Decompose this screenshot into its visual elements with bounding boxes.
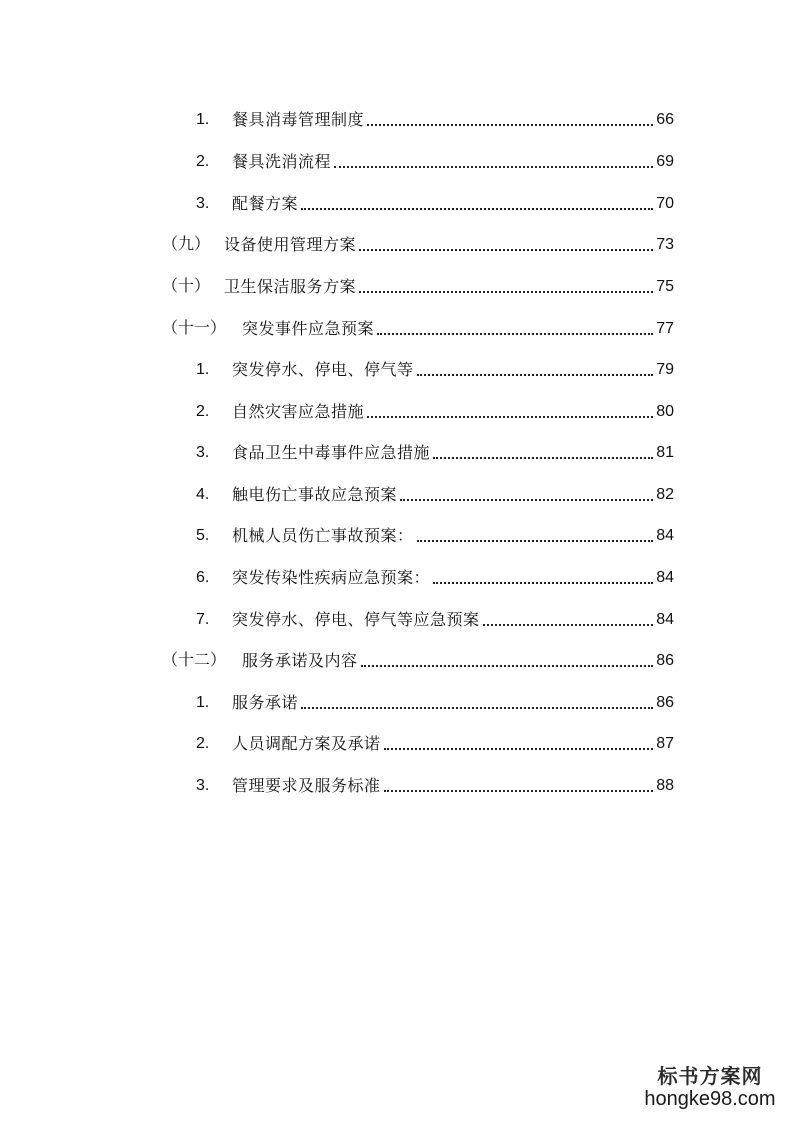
toc-entry-title: 管理要求及服务标准 — [232, 776, 381, 795]
dot-leader — [377, 333, 653, 335]
toc-entry-page: 66 — [656, 111, 674, 128]
toc-entry-page: 84 — [656, 527, 674, 544]
watermark-url: hongke98.com — [644, 1088, 776, 1110]
dot-leader — [384, 790, 654, 792]
toc-entry-number: 6. — [196, 569, 210, 586]
toc-entry-page: 87 — [656, 735, 674, 752]
toc-entry-number: 2. — [196, 153, 210, 170]
toc-entry-number: （十二） — [162, 652, 227, 669]
dot-leader — [301, 707, 653, 709]
dot-leader — [301, 208, 653, 210]
toc-entry[interactable] — [162, 645, 674, 671]
dot-leader — [334, 166, 653, 168]
toc-entry[interactable] — [196, 104, 674, 130]
toc-entry-title: 突发停水、停电、停气等应急预案 — [232, 610, 480, 629]
toc-entry-number: 5. — [196, 527, 210, 544]
toc-entry-number: 3. — [196, 777, 210, 794]
toc-entry[interactable] — [162, 313, 674, 339]
toc-entry[interactable] — [196, 728, 674, 754]
toc-entry-title: 配餐方案 — [232, 194, 299, 213]
toc-entry-page: 86 — [656, 652, 674, 669]
toc-entry-number: 3. — [196, 444, 210, 461]
toc-entry-title: 机械人员伤亡事故预案： — [232, 526, 414, 545]
toc-entry[interactable] — [196, 188, 674, 214]
dot-leader — [367, 416, 653, 418]
toc-entry-title: 触电伤亡事故应急预案 — [232, 485, 398, 504]
toc-entry-page: 79 — [656, 361, 674, 378]
toc-entry-title: 自然灾害应急措施 — [232, 402, 365, 421]
toc-entry-title: 突发停水、停电、停气等 — [232, 360, 414, 379]
dot-leader — [400, 499, 653, 501]
toc-entry-number: 1. — [196, 361, 210, 378]
toc-entry-title: 餐具洗消流程 — [232, 152, 332, 171]
toc-entry[interactable] — [162, 229, 674, 255]
toc-entry-number: 1. — [196, 111, 210, 128]
toc-entry-number: 2. — [196, 735, 210, 752]
toc-entry[interactable] — [196, 437, 674, 463]
toc-entry-number: 4. — [196, 486, 210, 503]
toc-entry-page: 80 — [656, 403, 674, 420]
toc-entry-page: 86 — [656, 694, 674, 711]
dot-leader — [359, 249, 653, 251]
toc-entry-number: （十） — [162, 278, 211, 295]
toc-entry-number: 2. — [196, 403, 210, 420]
toc-entry-title: 服务承诺 — [232, 693, 299, 712]
dot-leader — [433, 582, 653, 584]
toc-entry[interactable] — [196, 520, 674, 546]
toc-entry[interactable] — [162, 271, 674, 297]
watermark-logo — [640, 1064, 780, 1110]
watermark-name: 标书方案网 — [657, 1064, 763, 1088]
toc-entry-page: 84 — [656, 569, 674, 586]
toc-entry[interactable] — [196, 604, 674, 630]
toc-entry[interactable] — [196, 687, 674, 713]
toc-entry-page: 88 — [656, 777, 674, 794]
dot-leader — [367, 124, 653, 126]
toc-entry-number: 1. — [196, 694, 210, 711]
dot-leader — [361, 665, 654, 667]
toc-entry-number: （十一） — [162, 320, 227, 337]
toc-entry-number: （九） — [162, 236, 211, 253]
toc-entry[interactable] — [196, 354, 674, 380]
toc-entry-title: 突发传染性疾病应急预案： — [232, 568, 431, 587]
toc-entry-page: 69 — [656, 153, 674, 170]
dot-leader — [483, 624, 654, 626]
toc-entry-page: 73 — [656, 236, 674, 253]
toc-entry-page: 84 — [656, 611, 674, 628]
toc-entry-title: 餐具消毒管理制度 — [232, 110, 365, 129]
toc-entry[interactable] — [196, 396, 674, 422]
toc-entry-number: 3. — [196, 195, 210, 212]
toc-entry-page: 75 — [656, 278, 674, 295]
toc-entry-title: 突发事件应急预案 — [242, 319, 375, 338]
toc-entry[interactable] — [196, 770, 674, 796]
dot-leader — [359, 291, 653, 293]
toc-entry-page: 77 — [656, 320, 674, 337]
toc-entry-title: 人员调配方案及承诺 — [232, 734, 381, 753]
toc-entry-page: 82 — [656, 486, 674, 503]
toc-entry[interactable] — [196, 479, 674, 505]
toc-entry-page: 70 — [656, 195, 674, 212]
toc-entry[interactable] — [196, 146, 674, 172]
toc-entry-page: 81 — [656, 444, 674, 461]
toc-entry-title: 设备使用管理方案 — [224, 235, 357, 254]
toc-entry-title: 食品卫生中毒事件应急措施 — [232, 443, 431, 462]
toc-entry-number: 7. — [196, 611, 210, 628]
dot-leader — [433, 457, 653, 459]
dot-leader — [384, 748, 654, 750]
dot-leader — [417, 374, 654, 376]
toc-entry[interactable] — [196, 562, 674, 588]
dot-leader — [417, 540, 654, 542]
toc-entry-title: 卫生保洁服务方案 — [224, 277, 357, 296]
toc-entry-title: 服务承诺及内容 — [242, 651, 358, 670]
